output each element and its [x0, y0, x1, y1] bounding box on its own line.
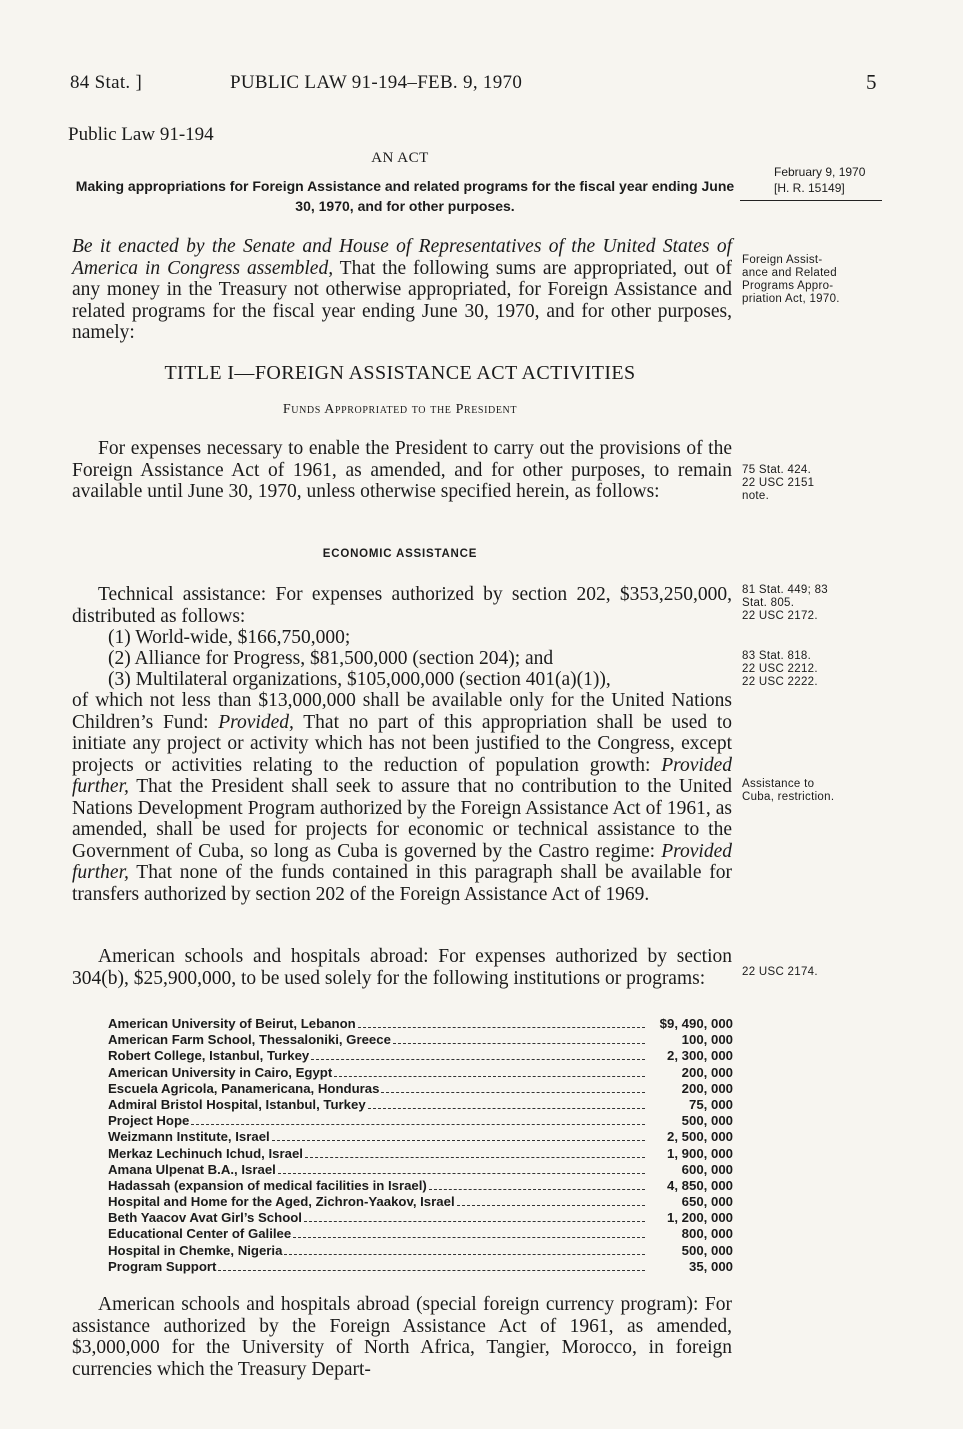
institution-amount: 100, 000 [681, 1032, 733, 1048]
leader-dots [305, 1157, 645, 1158]
institution-name: Project Hope [108, 1113, 190, 1129]
schools-paragraph: American schools and hospitals abroad: For expenses authorized by section 304(b), $25,900,000, to be used solely for the following institutions or programs: [72, 946, 732, 989]
table-row [108, 1065, 733, 1081]
institution-name: American University of Beirut, Lebanon [108, 1016, 356, 1031]
institution-name: Amana Ulpenat B.A., Israel [108, 1161, 276, 1177]
institution-amount: 1, 200, 000 [667, 1210, 733, 1226]
institution-name: Hospital and Home for the Aged, Zichron-Yaakov, Israel [108, 1194, 455, 1210]
margin-line: priation Act, 1970. [742, 293, 840, 305]
law-title: Public Law 91-194 [68, 124, 214, 145]
institution-amount: 35, 000 [689, 1258, 733, 1274]
list-item-1: (1) World-wide, $166,750,000; [108, 627, 351, 648]
technical-continuation [72, 690, 732, 905]
margin-note-usc2174 [742, 966, 882, 979]
margin-note-stat424 [742, 464, 882, 503]
margin-line: Programs Appro- [742, 280, 834, 292]
institution-amount: 600, 000 [681, 1161, 733, 1177]
margin-line: 22 USC 2174. [742, 966, 818, 978]
institution-name: Hadassah (expansion of medical facilities in Israel) [108, 1177, 427, 1193]
margin-note-stat449 [742, 584, 882, 623]
table-row [108, 1243, 733, 1259]
margin-line: 22 USC 2151 [742, 477, 815, 489]
margin-line: Assistance to [742, 778, 815, 790]
institution-name: American Farm School, Thessaloniki, Greece [108, 1032, 391, 1048]
table-row [108, 1016, 733, 1032]
leader-dots [218, 1270, 645, 1271]
margin-line: 22 USC 2172. [742, 610, 818, 622]
institution-amount: 2, 300, 000 [667, 1048, 733, 1064]
institution-name: Beth Yaacov Avat Girl’s School [108, 1210, 302, 1226]
institution-name: Robert College, Istanbul, Turkey [108, 1048, 310, 1064]
running-header: PUBLIC LAW 91-194–FEB. 9, 1970 [230, 72, 523, 93]
institutions-table [108, 1016, 733, 1275]
list-item-3: (3) Multilateral organizations, $105,000,000 (section 401(a)(1)), [108, 669, 611, 690]
funds-heading: Funds Appropriated to the President [282, 402, 518, 417]
table-row [108, 1162, 733, 1178]
table-row [108, 1178, 733, 1194]
leader-dots [284, 1254, 645, 1255]
margin-line: ance and Related [742, 267, 837, 279]
table-row [108, 1048, 733, 1064]
side-date-block [756, 164, 896, 196]
institution-name: Weizmann Institute, Israel [108, 1129, 270, 1145]
institution-name: Admiral Bristol Hospital, Istanbul, Turkey [108, 1096, 366, 1112]
enactment-rest: That the following sums are appropriated, out of any money in the Treasury not otherwise appropriated, for Foreign Assistance and related programs for the fiscal year ending June 30, 1970, and for other purposes, namely: [72, 257, 732, 343]
institution-amount: 800, 000 [681, 1226, 733, 1242]
side-bill: [H. R. 15149] [774, 181, 845, 195]
act-description: Making appropriations for Foreign Assistance and related programs for the fiscal year ending June 30, 1970, and for other purposes. [75, 178, 735, 214]
margin-line: Foreign Assist- [742, 254, 823, 266]
table-row [108, 1113, 733, 1129]
list-item-2: (2) Alliance for Progress, $81,500,000 (section 204); and [108, 648, 554, 669]
text-run: of which not less than $13,000,000 shall be available only for the United Nations Children’s Fund: [72, 690, 732, 733]
expenses-paragraph: For expenses necessary to enable the President to carry out the provisions of the Foreign Assistance Act of 1961, as amended, and for other purposes, to remain available until June 30, 1970, unless otherwise specified herein, as follows: [72, 438, 732, 502]
page-number: 5 [866, 70, 877, 94]
institution-name: Educational Center of Galilee [108, 1226, 292, 1242]
leader-dots [358, 1027, 645, 1028]
leader-dots [191, 1124, 645, 1125]
table-row [108, 1081, 733, 1097]
leader-dots [278, 1173, 645, 1174]
margin-line: 22 USC 2212. [742, 663, 818, 675]
margin-line: Stat. 805. [742, 597, 795, 609]
table-row [108, 1146, 733, 1162]
institution-amount: 4, 850, 000 [667, 1177, 733, 1193]
leader-dots [457, 1205, 645, 1206]
margin-line: Cuba, restriction. [742, 791, 835, 803]
provided-italic: Provided further, [72, 840, 732, 883]
institution-name: Program Support [108, 1258, 217, 1274]
institution-name: Hospital in Chemke, Nigeria [108, 1242, 283, 1258]
leader-dots [293, 1237, 645, 1238]
final-paragraph: American schools and hospitals abroad (special foreign currency program): For assistance authorized by the Foreign Assistance Act of 1961, as amended, $3,000,000 for the University of North Africa, Tangier, Morocco, in foreign currencies which the Treasury Depart- [72, 1294, 732, 1380]
institution-amount: 650, 000 [681, 1194, 733, 1210]
institution-amount: $9, 490, 000 [659, 1016, 733, 1031]
margin-note-stat818 [742, 650, 882, 689]
statute-volume: 84 Stat. ] [70, 72, 143, 93]
leader-dots [334, 1076, 645, 1077]
provided-italic: Provided, [218, 711, 294, 733]
table-row [108, 1129, 733, 1145]
margin-line: 22 USC 2222. [742, 676, 818, 688]
institution-amount: 200, 000 [681, 1080, 733, 1096]
enactment-italic: Be it enacted by the Senate and House of Representatives of the United States of America in Congress assembled, [72, 236, 732, 279]
institution-amount: 75, 000 [689, 1096, 733, 1112]
text-run: That no part of this appropriation shall be used to initiate any project or activity which has not been justified to the Congress, except projects or activities relating to the reduction of population growth: [72, 711, 733, 776]
enactment-clause [72, 236, 732, 344]
margin-line: 81 Stat. 449; 83 [742, 584, 829, 596]
leader-dots [429, 1189, 645, 1190]
margin-note-cuba [742, 778, 882, 804]
margin-line: note. [742, 490, 770, 502]
margin-note-foreign-assist [742, 254, 882, 306]
institution-name: American University in Cairo, Egypt [108, 1064, 333, 1080]
table-row [108, 1226, 733, 1242]
economic-heading: ECONOMIC ASSISTANCE [322, 548, 478, 560]
text-run: That none of the funds contained in this paragraph shall be available for transfers authorized by section 202 of the Foreign Assistance Act of 1969. [72, 862, 732, 905]
institution-amount: 200, 000 [681, 1064, 733, 1080]
side-rule [740, 200, 882, 201]
leader-dots [381, 1092, 645, 1093]
institution-name: Merkaz Lechinuch Ichud, Israel [108, 1145, 303, 1161]
an-act-heading: AN ACT [371, 150, 429, 166]
table-row [108, 1032, 733, 1048]
title-heading: TITLE I—FOREIGN ASSISTANCE ACT ACTIVITIES [164, 362, 636, 384]
technical-intro: Technical assistance: For expenses authorized by section 202, $353,250,000, distributed as follows: [72, 584, 732, 627]
leader-dots [393, 1043, 645, 1044]
table-row [108, 1259, 733, 1275]
table-row [108, 1097, 733, 1113]
margin-line: 75 Stat. 424. [742, 464, 812, 476]
leader-dots [304, 1221, 645, 1222]
text-run: That the President shall seek to assure that no contribution to the United Nations Development Program authorized by the Foreign Assistance Act of 1961, as amended, shall be used for projects for economic or technical assistance to the Government of Cuba, so long as Cuba is governed by the Castro regime: [72, 776, 732, 862]
leader-dots [272, 1140, 645, 1141]
institution-amount: 2, 500, 000 [667, 1129, 733, 1145]
table-row [108, 1194, 733, 1210]
leader-dots [311, 1059, 645, 1060]
table-row [108, 1210, 733, 1226]
margin-line: 83 Stat. 818. [742, 650, 812, 662]
institution-amount: 1, 900, 000 [667, 1145, 733, 1161]
side-date: February 9, 1970 [774, 165, 866, 179]
institution-name: Escuela Agricola, Panamericana, Honduras [108, 1080, 380, 1096]
leader-dots [368, 1108, 645, 1109]
institution-amount: 500, 000 [681, 1113, 733, 1129]
provided-italic: Provided further, [72, 754, 732, 797]
institution-amount: 500, 000 [681, 1242, 733, 1258]
